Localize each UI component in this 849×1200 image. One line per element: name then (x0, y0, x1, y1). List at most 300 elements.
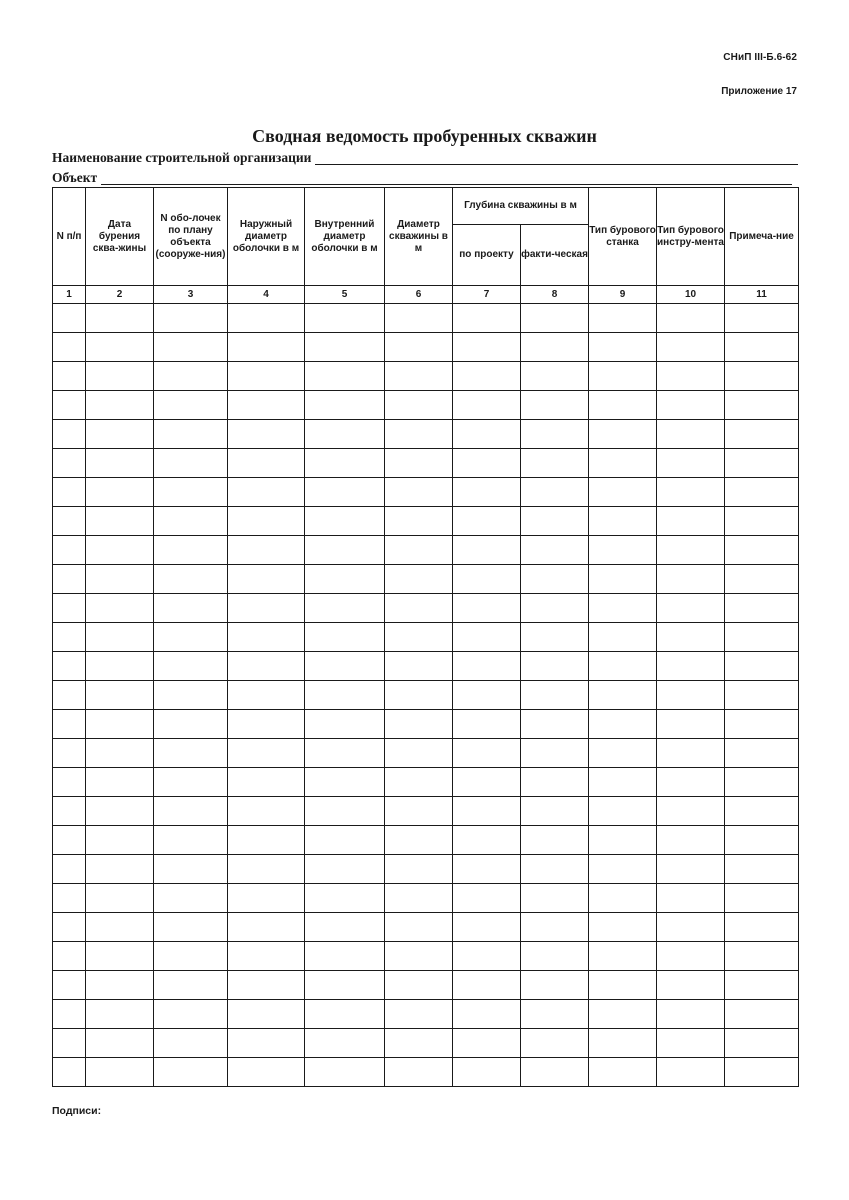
table-cell[interactable] (86, 681, 154, 710)
table-cell[interactable] (453, 884, 521, 913)
table-cell[interactable] (86, 420, 154, 449)
table-cell[interactable] (53, 768, 86, 797)
table-cell[interactable] (589, 507, 657, 536)
table-cell[interactable] (86, 710, 154, 739)
table-cell[interactable] (657, 536, 725, 565)
table-cell[interactable] (305, 826, 385, 855)
table-cell[interactable] (657, 362, 725, 391)
table-cell[interactable] (725, 971, 799, 1000)
table-cell[interactable] (521, 362, 589, 391)
table-cell[interactable] (53, 362, 86, 391)
table-cell[interactable] (657, 797, 725, 826)
table-cell[interactable] (305, 565, 385, 594)
table-cell[interactable] (657, 478, 725, 507)
table-cell[interactable] (228, 797, 305, 826)
table-cell[interactable] (228, 478, 305, 507)
table-cell[interactable] (385, 478, 453, 507)
table-cell[interactable] (228, 1000, 305, 1029)
table-cell[interactable] (657, 594, 725, 623)
table-cell[interactable] (154, 362, 228, 391)
table-cell[interactable] (725, 710, 799, 739)
table-cell[interactable] (86, 536, 154, 565)
table-cell[interactable] (657, 623, 725, 652)
table-cell[interactable] (305, 739, 385, 768)
table-cell[interactable] (521, 826, 589, 855)
table-cell[interactable] (725, 884, 799, 913)
table-cell[interactable] (589, 942, 657, 971)
table-cell[interactable] (589, 391, 657, 420)
table-cell[interactable] (385, 971, 453, 1000)
table-cell[interactable] (228, 826, 305, 855)
table-cell[interactable] (385, 826, 453, 855)
table-cell[interactable] (53, 304, 86, 333)
table-cell[interactable] (589, 826, 657, 855)
table-cell[interactable] (53, 536, 86, 565)
table-cell[interactable] (453, 913, 521, 942)
table-cell[interactable] (657, 652, 725, 681)
table-cell[interactable] (453, 594, 521, 623)
table-cell[interactable] (53, 710, 86, 739)
table-cell[interactable] (53, 565, 86, 594)
table-cell[interactable] (385, 739, 453, 768)
table-cell[interactable] (589, 797, 657, 826)
table-cell[interactable] (657, 710, 725, 739)
table-cell[interactable] (53, 971, 86, 1000)
table-cell[interactable] (725, 1000, 799, 1029)
table-cell[interactable] (589, 652, 657, 681)
table-cell[interactable] (228, 739, 305, 768)
table-cell[interactable] (305, 768, 385, 797)
table-cell[interactable] (53, 913, 86, 942)
table-cell[interactable] (228, 594, 305, 623)
table-cell[interactable] (589, 536, 657, 565)
table-cell[interactable] (589, 884, 657, 913)
table-cell[interactable] (86, 594, 154, 623)
table-cell[interactable] (589, 681, 657, 710)
table-cell[interactable] (725, 478, 799, 507)
table-cell[interactable] (53, 739, 86, 768)
table-cell[interactable] (657, 855, 725, 884)
table-cell[interactable] (521, 536, 589, 565)
table-cell[interactable] (305, 710, 385, 739)
table-cell[interactable] (657, 884, 725, 913)
table-cell[interactable] (86, 826, 154, 855)
table-cell[interactable] (521, 565, 589, 594)
table-cell[interactable] (521, 913, 589, 942)
table-cell[interactable] (86, 652, 154, 681)
table-cell[interactable] (521, 1000, 589, 1029)
table-cell[interactable] (657, 971, 725, 1000)
table-cell[interactable] (154, 478, 228, 507)
table-cell[interactable] (725, 333, 799, 362)
table-cell[interactable] (657, 1000, 725, 1029)
table-cell[interactable] (453, 797, 521, 826)
table-cell[interactable] (725, 391, 799, 420)
table-cell[interactable] (657, 739, 725, 768)
table-cell[interactable] (228, 768, 305, 797)
table-cell[interactable] (657, 333, 725, 362)
table-cell[interactable] (86, 507, 154, 536)
table-cell[interactable] (305, 507, 385, 536)
table-cell[interactable] (154, 565, 228, 594)
table-cell[interactable] (385, 913, 453, 942)
table-cell[interactable] (53, 797, 86, 826)
table-cell[interactable] (305, 449, 385, 478)
table-cell[interactable] (657, 507, 725, 536)
table-cell[interactable] (589, 333, 657, 362)
table-cell[interactable] (53, 652, 86, 681)
table-cell[interactable] (725, 739, 799, 768)
table-cell[interactable] (53, 507, 86, 536)
table-cell[interactable] (53, 333, 86, 362)
table-cell[interactable] (53, 449, 86, 478)
table-cell[interactable] (53, 420, 86, 449)
table-cell[interactable] (521, 681, 589, 710)
table-cell[interactable] (305, 623, 385, 652)
table-cell[interactable] (305, 362, 385, 391)
table-cell[interactable] (385, 449, 453, 478)
table-cell[interactable] (228, 507, 305, 536)
table-cell[interactable] (521, 652, 589, 681)
table-cell[interactable] (453, 362, 521, 391)
table-cell[interactable] (385, 362, 453, 391)
table-cell[interactable] (385, 797, 453, 826)
table-cell[interactable] (228, 420, 305, 449)
table-cell[interactable] (53, 681, 86, 710)
table-cell[interactable] (453, 565, 521, 594)
table-cell[interactable] (725, 681, 799, 710)
table-cell[interactable] (385, 652, 453, 681)
table-cell[interactable] (305, 971, 385, 1000)
table-cell[interactable] (657, 565, 725, 594)
table-cell[interactable] (453, 1058, 521, 1087)
table-cell[interactable] (86, 362, 154, 391)
table-cell[interactable] (228, 1058, 305, 1087)
table-cell[interactable] (589, 739, 657, 768)
table-cell[interactable] (305, 420, 385, 449)
table-cell[interactable] (154, 913, 228, 942)
table-cell[interactable] (154, 739, 228, 768)
table-cell[interactable] (154, 507, 228, 536)
table-cell[interactable] (453, 333, 521, 362)
table-cell[interactable] (725, 507, 799, 536)
table-cell[interactable] (385, 1029, 453, 1058)
table-cell[interactable] (305, 884, 385, 913)
table-cell[interactable] (305, 333, 385, 362)
table-cell[interactable] (725, 768, 799, 797)
table-cell[interactable] (53, 1000, 86, 1029)
table-cell[interactable] (86, 449, 154, 478)
table-cell[interactable] (228, 391, 305, 420)
table-cell[interactable] (154, 942, 228, 971)
table-cell[interactable] (521, 1029, 589, 1058)
table-cell[interactable] (657, 942, 725, 971)
table-cell[interactable] (725, 1058, 799, 1087)
table-cell[interactable] (53, 391, 86, 420)
table-cell[interactable] (385, 333, 453, 362)
table-cell[interactable] (453, 304, 521, 333)
organization-blank[interactable] (315, 151, 798, 165)
table-cell[interactable] (53, 478, 86, 507)
table-cell[interactable] (589, 913, 657, 942)
table-cell[interactable] (154, 884, 228, 913)
table-cell[interactable] (86, 304, 154, 333)
table-cell[interactable] (53, 855, 86, 884)
table-cell[interactable] (154, 1029, 228, 1058)
table-cell[interactable] (228, 942, 305, 971)
table-cell[interactable] (86, 565, 154, 594)
table-cell[interactable] (305, 942, 385, 971)
table-cell[interactable] (453, 420, 521, 449)
table-cell[interactable] (521, 478, 589, 507)
table-cell[interactable] (385, 884, 453, 913)
table-cell[interactable] (521, 768, 589, 797)
table-cell[interactable] (453, 536, 521, 565)
table-cell[interactable] (453, 768, 521, 797)
table-cell[interactable] (589, 1058, 657, 1087)
table-cell[interactable] (228, 536, 305, 565)
table-cell[interactable] (589, 768, 657, 797)
table-cell[interactable] (154, 304, 228, 333)
table-cell[interactable] (521, 623, 589, 652)
table-cell[interactable] (725, 826, 799, 855)
table-cell[interactable] (589, 304, 657, 333)
table-cell[interactable] (589, 565, 657, 594)
table-cell[interactable] (154, 449, 228, 478)
table-cell[interactable] (657, 826, 725, 855)
table-cell[interactable] (725, 565, 799, 594)
table-cell[interactable] (228, 623, 305, 652)
table-cell[interactable] (228, 884, 305, 913)
table-cell[interactable] (86, 942, 154, 971)
table-cell[interactable] (154, 391, 228, 420)
table-cell[interactable] (305, 855, 385, 884)
table-cell[interactable] (305, 536, 385, 565)
table-cell[interactable] (154, 826, 228, 855)
table-cell[interactable] (305, 1029, 385, 1058)
table-cell[interactable] (154, 536, 228, 565)
table-cell[interactable] (725, 420, 799, 449)
table-cell[interactable] (53, 1058, 86, 1087)
table-cell[interactable] (521, 884, 589, 913)
table-cell[interactable] (589, 594, 657, 623)
table-cell[interactable] (657, 304, 725, 333)
table-cell[interactable] (589, 855, 657, 884)
table-cell[interactable] (385, 855, 453, 884)
table-cell[interactable] (228, 971, 305, 1000)
table-cell[interactable] (657, 449, 725, 478)
table-cell[interactable] (385, 420, 453, 449)
table-cell[interactable] (228, 449, 305, 478)
table-cell[interactable] (589, 1000, 657, 1029)
table-cell[interactable] (154, 855, 228, 884)
table-cell[interactable] (589, 420, 657, 449)
table-cell[interactable] (521, 855, 589, 884)
table-cell[interactable] (53, 826, 86, 855)
table-cell[interactable] (305, 594, 385, 623)
table-cell[interactable] (521, 304, 589, 333)
table-cell[interactable] (228, 333, 305, 362)
table-cell[interactable] (305, 652, 385, 681)
table-cell[interactable] (154, 710, 228, 739)
table-cell[interactable] (589, 623, 657, 652)
table-cell[interactable] (521, 507, 589, 536)
table-cell[interactable] (453, 971, 521, 1000)
table-cell[interactable] (589, 478, 657, 507)
table-cell[interactable] (154, 1058, 228, 1087)
table-cell[interactable] (86, 884, 154, 913)
table-cell[interactable] (453, 681, 521, 710)
table-cell[interactable] (521, 710, 589, 739)
table-cell[interactable] (228, 1029, 305, 1058)
table-cell[interactable] (725, 449, 799, 478)
table-cell[interactable] (589, 1029, 657, 1058)
table-cell[interactable] (657, 681, 725, 710)
table-cell[interactable] (521, 333, 589, 362)
table-cell[interactable] (86, 768, 154, 797)
table-cell[interactable] (385, 1058, 453, 1087)
table-cell[interactable] (657, 1029, 725, 1058)
table-cell[interactable] (385, 304, 453, 333)
table-cell[interactable] (53, 594, 86, 623)
table-cell[interactable] (725, 594, 799, 623)
table-cell[interactable] (154, 768, 228, 797)
table-cell[interactable] (305, 1000, 385, 1029)
table-cell[interactable] (385, 681, 453, 710)
table-cell[interactable] (305, 304, 385, 333)
table-cell[interactable] (725, 536, 799, 565)
table-cell[interactable] (228, 710, 305, 739)
table-cell[interactable] (154, 333, 228, 362)
table-cell[interactable] (521, 739, 589, 768)
table-cell[interactable] (453, 507, 521, 536)
table-cell[interactable] (385, 768, 453, 797)
table-cell[interactable] (86, 1000, 154, 1029)
table-cell[interactable] (589, 362, 657, 391)
table-cell[interactable] (521, 971, 589, 1000)
table-cell[interactable] (657, 768, 725, 797)
table-cell[interactable] (453, 391, 521, 420)
table-cell[interactable] (228, 652, 305, 681)
table-cell[interactable] (453, 449, 521, 478)
table-cell[interactable] (86, 391, 154, 420)
table-cell[interactable] (725, 1029, 799, 1058)
table-cell[interactable] (385, 1000, 453, 1029)
object-blank[interactable] (101, 171, 792, 185)
table-cell[interactable] (385, 710, 453, 739)
table-cell[interactable] (53, 884, 86, 913)
table-cell[interactable] (453, 652, 521, 681)
table-row (53, 478, 799, 507)
table-cell[interactable] (725, 942, 799, 971)
table-cell[interactable] (521, 942, 589, 971)
table-cell[interactable] (453, 826, 521, 855)
table-cell[interactable] (453, 710, 521, 739)
table-cell[interactable] (154, 1000, 228, 1029)
table-cell[interactable] (385, 536, 453, 565)
table-cell[interactable] (86, 913, 154, 942)
table-cell[interactable] (725, 855, 799, 884)
table-cell[interactable] (86, 333, 154, 362)
table-cell[interactable] (385, 565, 453, 594)
table-cell[interactable] (86, 971, 154, 1000)
table-cell[interactable] (521, 594, 589, 623)
table-cell[interactable] (521, 420, 589, 449)
table-cell[interactable] (305, 913, 385, 942)
table-cell[interactable] (86, 478, 154, 507)
table-cell[interactable] (521, 449, 589, 478)
table-cell[interactable] (589, 449, 657, 478)
table-cell[interactable] (86, 855, 154, 884)
table-cell[interactable] (725, 304, 799, 333)
table-cell[interactable] (305, 391, 385, 420)
table-cell[interactable] (453, 855, 521, 884)
table-cell[interactable] (725, 797, 799, 826)
table-cell[interactable] (154, 420, 228, 449)
table-cell[interactable] (228, 913, 305, 942)
table-cell[interactable] (453, 739, 521, 768)
table-cell[interactable] (589, 710, 657, 739)
table-cell[interactable] (305, 478, 385, 507)
table-cell[interactable] (657, 420, 725, 449)
table-cell[interactable] (53, 942, 86, 971)
table-cell[interactable] (521, 797, 589, 826)
table-cell[interactable] (521, 391, 589, 420)
table-cell[interactable] (228, 304, 305, 333)
table-cell[interactable] (385, 942, 453, 971)
table-cell[interactable] (657, 913, 725, 942)
table-cell[interactable] (385, 391, 453, 420)
table-cell[interactable] (86, 739, 154, 768)
table-cell[interactable] (154, 652, 228, 681)
table-cell[interactable] (521, 1058, 589, 1087)
table-cell[interactable] (453, 478, 521, 507)
table-cell[interactable] (453, 942, 521, 971)
table-cell[interactable] (86, 797, 154, 826)
table-cell[interactable] (385, 507, 453, 536)
table-cell[interactable] (725, 652, 799, 681)
table-cell[interactable] (305, 1058, 385, 1087)
table-cell[interactable] (453, 623, 521, 652)
table-cell[interactable] (53, 623, 86, 652)
table-cell[interactable] (228, 565, 305, 594)
table-cell[interactable] (154, 681, 228, 710)
table-cell[interactable] (154, 623, 228, 652)
table-cell[interactable] (453, 1000, 521, 1029)
table-cell[interactable] (725, 362, 799, 391)
table-cell[interactable] (86, 1058, 154, 1087)
table-cell[interactable] (154, 971, 228, 1000)
table-cell[interactable] (725, 623, 799, 652)
table-cell[interactable] (305, 797, 385, 826)
table-cell[interactable] (453, 1029, 521, 1058)
table-cell[interactable] (385, 594, 453, 623)
table-cell[interactable] (725, 913, 799, 942)
table-cell[interactable] (228, 855, 305, 884)
table-cell[interactable] (657, 391, 725, 420)
table-cell[interactable] (154, 797, 228, 826)
table-cell[interactable] (228, 362, 305, 391)
table-cell[interactable] (305, 681, 385, 710)
table-cell[interactable] (385, 623, 453, 652)
table-cell[interactable] (657, 1058, 725, 1087)
table-cell[interactable] (228, 681, 305, 710)
table-cell[interactable] (86, 623, 154, 652)
table-cell[interactable] (53, 1029, 86, 1058)
table-cell[interactable] (589, 971, 657, 1000)
table-cell[interactable] (86, 1029, 154, 1058)
table-cell[interactable] (154, 594, 228, 623)
